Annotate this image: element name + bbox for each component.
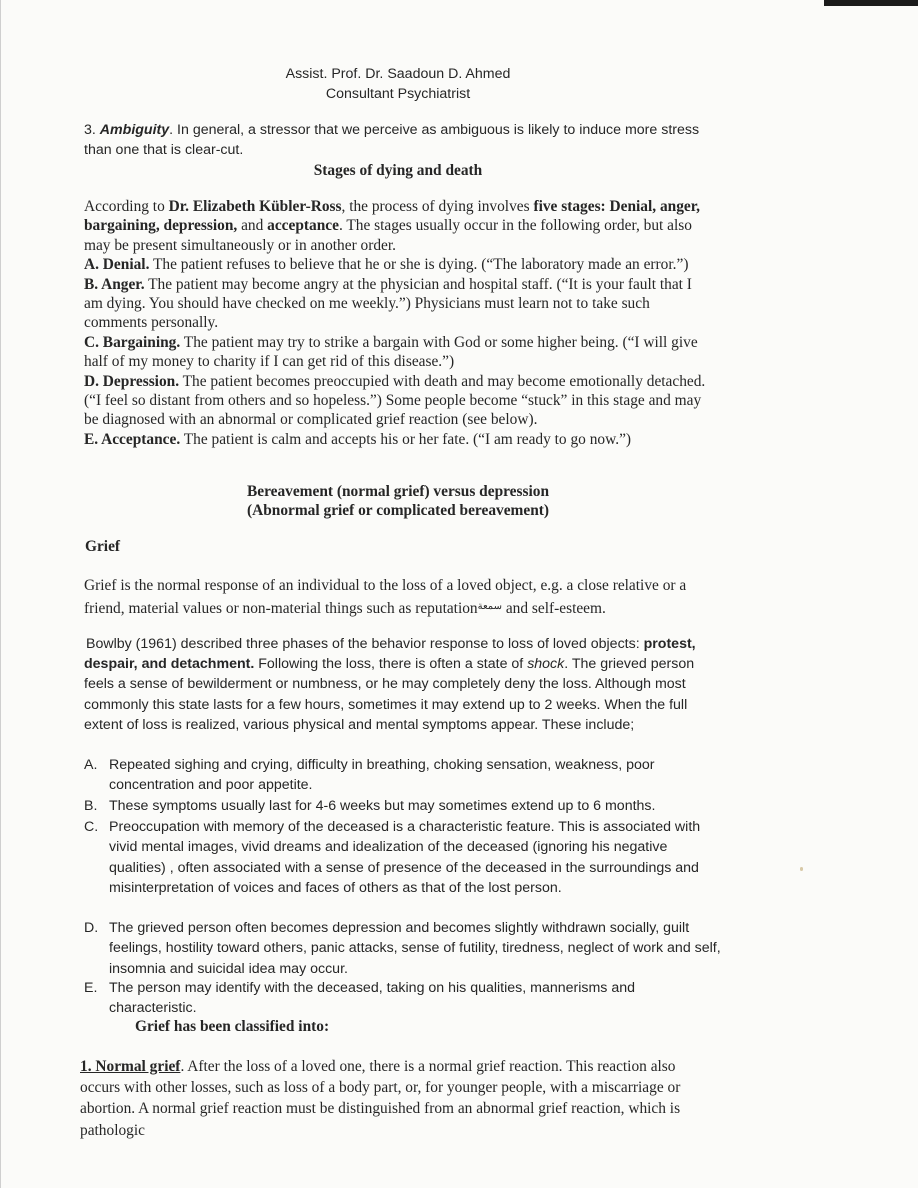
page-header (180, 65, 616, 104)
symptom-e: E. The person may identify with the deceased, taking on his qualities, mannerisms and characteristic. (84, 980, 636, 1016)
five-stages-list: five stages: Denial, anger, bargaining, depression, (84, 198, 701, 235)
kubler-ross-name: Dr. Elizabeth Kübler-Ross (168, 198, 342, 215)
bereavement-title: Bereavement (normal grief) versus depression (Abnormal grief or complicated bereavement) (246, 483, 550, 520)
bowlby-phases: protest, despair, and detachment. (84, 636, 696, 673)
shock-term: shock (527, 656, 565, 673)
folded-page-corner (798, 0, 918, 120)
arabic-gloss: سمعة (477, 601, 502, 612)
symptom-b: B. These symptoms usually last for 4-6 weeks but may sometimes extend up to 6 months. (84, 798, 656, 814)
stages-title: Stages of dying and death (313, 162, 483, 179)
normal-grief-paragraph: 1. Normal grief. After the loss of a loved one, there is a normal grief reaction. This reaction also occurs with other losses, such as loss of a body part, or, for younger people, with a miscarriage or abortion. A normal grief reaction must be distinguished from an abnormal grief reaction, which is pathologic (80, 1058, 681, 1139)
stage-anger: B. Anger. The patient may become angry at the physician and hospital staff. (“It is your fault that I am dying. You should have checked on me weekly.”) Physicians must learn not to take such comments personally. (84, 275, 692, 332)
ambiguity-term: Ambiguity (99, 122, 170, 138)
author-name: Assist. Prof. Dr. Saadoun D. Ahmed (285, 66, 511, 82)
stage-acceptance: E. Acceptance. The patient is calm and accepts his or her fate. (“I am ready to go now.”) (84, 430, 632, 448)
ambiguity-paragraph (84, 121, 710, 160)
stage-bargaining: C. Bargaining. The patient may try to strike a bargain with God or some higher being. (“I will give half of my money to charity if I can get rid of this disease.”) (84, 333, 698, 371)
symptom-a: A. Repeated sighing and crying, difficulty in breathing, choking sensation, weakness, poor concentration and poor appetite. (84, 757, 655, 793)
stages-intro: According to Dr. Elizabeth Kübler-Ross, the process of dying involves five stages: Denial, anger, bargaining, depression, and acceptance. The stages usually occur in the following order, but also may be present simultaneously or in another order. (84, 198, 701, 254)
grief-heading: Grief (85, 538, 121, 555)
classification-heading: Grief has been classified into: (135, 1018, 330, 1035)
stages-section (84, 197, 710, 449)
ambiguity-text: . In general, a stressor that we perceive as ambiguous is likely to induce more stress than one that is clear-cut. (84, 122, 700, 158)
bowlby-paragraph: Bowlby (1961) described three phases of the behavior response to loss of loved objects: protest, despair, and detachment. Following the loss, there is often a state of shock. The grieved person feels a sense of bewilderment or numbness, or he may completely deny the loss. Although most commonly this state lasts for a few hours, sometimes it may extend up to 2 weeks. When the full extent of loss is realized, various physical and mental symptoms appear. These include; (84, 636, 696, 733)
page-edge-line (0, 0, 1, 1188)
symptom-c: C. Preoccupation with memory of the deceased is a characteristic feature. This is associated with vivid mental images, vivid dreams and idealization of the deceased (ignoring his negative qualities) , often associated with a sense of presence of the deceased in the surroundings and misinterpretation of voices and faces of others as that of the lost person. (84, 819, 701, 896)
scan-speck (800, 867, 803, 871)
grief-definition: Grief is the normal response of an individual to the loss of a loved object, e.g. a close relative or a friend, material values or non-material things such as reputation$^{سمعة}$ and self-esteem. (84, 577, 687, 617)
symptom-d: D. The grieved person often becomes depression and becomes slightly withdrawn socially, guilt feelings, hostility toward others, panic attacks, sense of futility, tiredness, neglect of work and self, insomnia and suicidal idea may occur. (84, 920, 721, 977)
stage-depression: D. Depression. The patient becomes preoccupied with death and may become emotionally detached. (“I feel so distant from others and so hopeless.”) Some people become “stuck” in this stage and may be diagnosed with an abnormal or complicated grief reaction (see below). (84, 372, 706, 429)
stage-denial: A. Denial. The patient refuses to believe that he or she is dying. (“The laboratory made an error.”) (84, 256, 689, 274)
ambiguity-number: 3. (84, 122, 96, 138)
normal-grief-label: 1. Normal grief (80, 1058, 181, 1075)
author-position: Consultant Psychiatrist (325, 85, 471, 102)
